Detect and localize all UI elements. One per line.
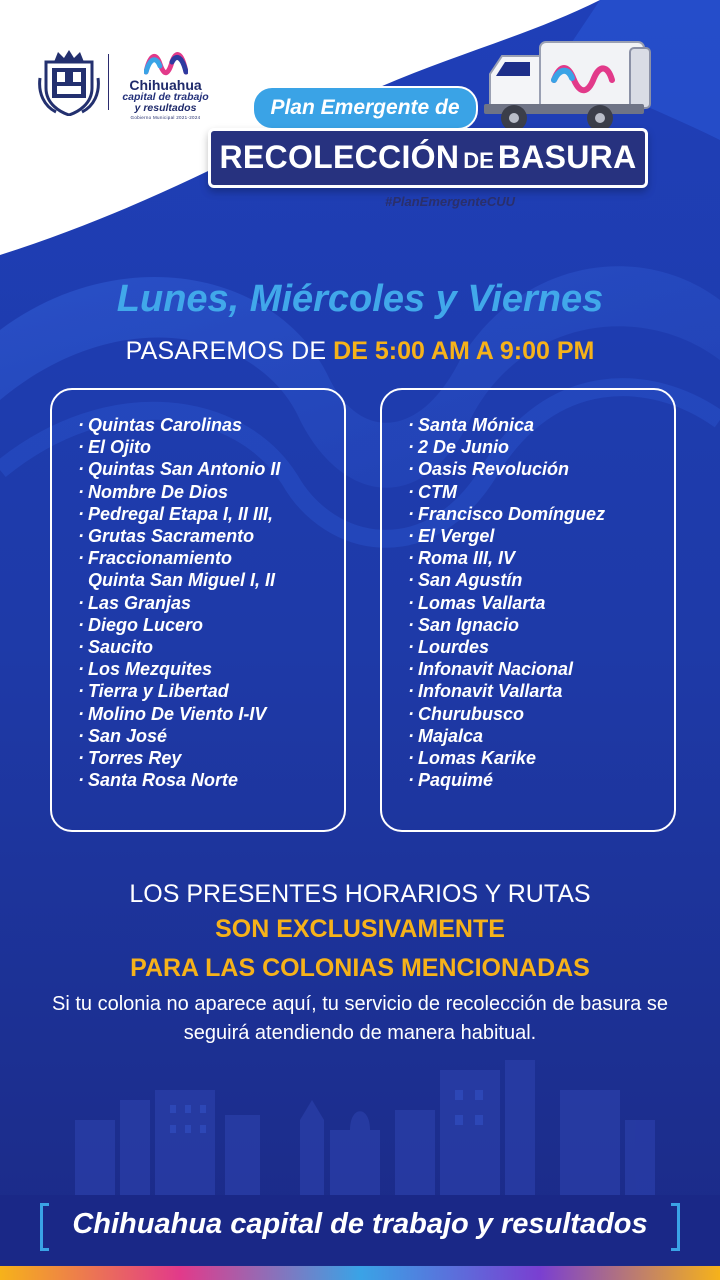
route-item: · Infonavit Nacional [408, 658, 674, 680]
route-item: · Lomas Karike [408, 747, 674, 769]
note-line-2: SON EXCLUSIVAMENTE [215, 915, 505, 943]
route-item-line-1: Fraccionamiento [88, 548, 233, 569]
routes-list-left [50, 388, 346, 832]
note-line-3: PARA LAS COLONIAS MENCIONADAS [130, 954, 590, 982]
route-item: · Lomas Vallarta [408, 592, 674, 614]
city-skyline-icon [0, 1060, 720, 1210]
schedule-days: Lunes, Miércoles y Viernes [116, 278, 604, 320]
brand-logo [118, 48, 213, 126]
route-item: · Roma III, IV [408, 547, 674, 569]
route-item: · El Ojito [78, 436, 344, 458]
routes-list-right [380, 388, 676, 832]
route-item [78, 547, 344, 591]
garbage-truck-icon [480, 34, 658, 134]
route-item: · Quintas Carolinas [78, 414, 344, 436]
route-item: · Infonavit Vallarta [408, 680, 674, 702]
route-item: · CTM [408, 481, 674, 503]
route-item: · Majalca [408, 725, 674, 747]
title-part-3: BASURA [497, 139, 637, 175]
rainbow-stripe [0, 1266, 720, 1280]
route-item: · Las Granjas [78, 592, 344, 614]
route-item: · Nombre De Dios [78, 481, 344, 503]
title-part-2: DE [463, 148, 494, 173]
title-part-1: RECOLECCIÓN [219, 139, 460, 175]
route-item: · Santa Rosa Norte [78, 769, 344, 791]
plan-emergente-badge: Plan Emergente de [252, 86, 478, 130]
route-item: · Santa Mónica [408, 414, 674, 436]
route-item: · Los Mezquites [78, 658, 344, 680]
brand-logo-icon [144, 48, 188, 76]
city-crest-icon [38, 48, 100, 116]
header-logos [38, 48, 208, 128]
schedule-time [0, 337, 720, 366]
route-item: · Tierra y Libertad [78, 680, 344, 702]
note-paragraph: Si tu colonia no aparece aquí, tu servicio de recolección de basura se seguirá atendiendo de manera habitual. [52, 993, 668, 1044]
route-item: · Grutas Sacramento [78, 525, 344, 547]
schedule-time-prefix: PASAREMOS DE [125, 337, 327, 365]
route-item: · Churubusco [408, 703, 674, 725]
brand-tagline-2: y resultados [134, 102, 197, 114]
schedule-time-range: DE 5:00 AM A 9:00 PM [333, 337, 595, 365]
route-item: · Torres Rey [78, 747, 344, 769]
route-item: · Pedregal Etapa I, II III, [78, 503, 344, 525]
brand-tagline-1: capital de trabajo [122, 91, 209, 103]
footer-slogan: Chihuahua capital de trabajo y resultados [72, 1208, 648, 1240]
route-item: · Francisco Domínguez [408, 503, 674, 525]
route-item: · Molino De Viento I-IV [78, 703, 344, 725]
route-item: · Quintas San Antonio II [78, 458, 344, 480]
route-item: · Diego Lucero [78, 614, 344, 636]
route-item: · Paquimé [408, 769, 674, 791]
page-title [208, 128, 648, 188]
note-line-1: LOS PRESENTES HORARIOS Y RUTAS [129, 880, 591, 908]
route-item: · Oasis Revolución [408, 458, 674, 480]
logo-divider [108, 54, 109, 110]
route-item-line-2: Quinta San Miguel I, II [88, 570, 276, 591]
route-item: · Saucito [78, 636, 344, 658]
brand-name: Chihuahua [129, 77, 202, 93]
route-item: · San Agustín [408, 569, 674, 591]
route-item: · San Ignacio [408, 614, 674, 636]
brand-government-note: Gobierno Municipal 2021-2024 [130, 115, 201, 120]
route-item: · 2 De Junio [408, 436, 674, 458]
route-item: · Lourdes [408, 636, 674, 658]
hashtag: #PlanEmergenteCUU [384, 194, 516, 209]
route-item: · El Vergel [408, 525, 674, 547]
route-item: · San José [78, 725, 344, 747]
